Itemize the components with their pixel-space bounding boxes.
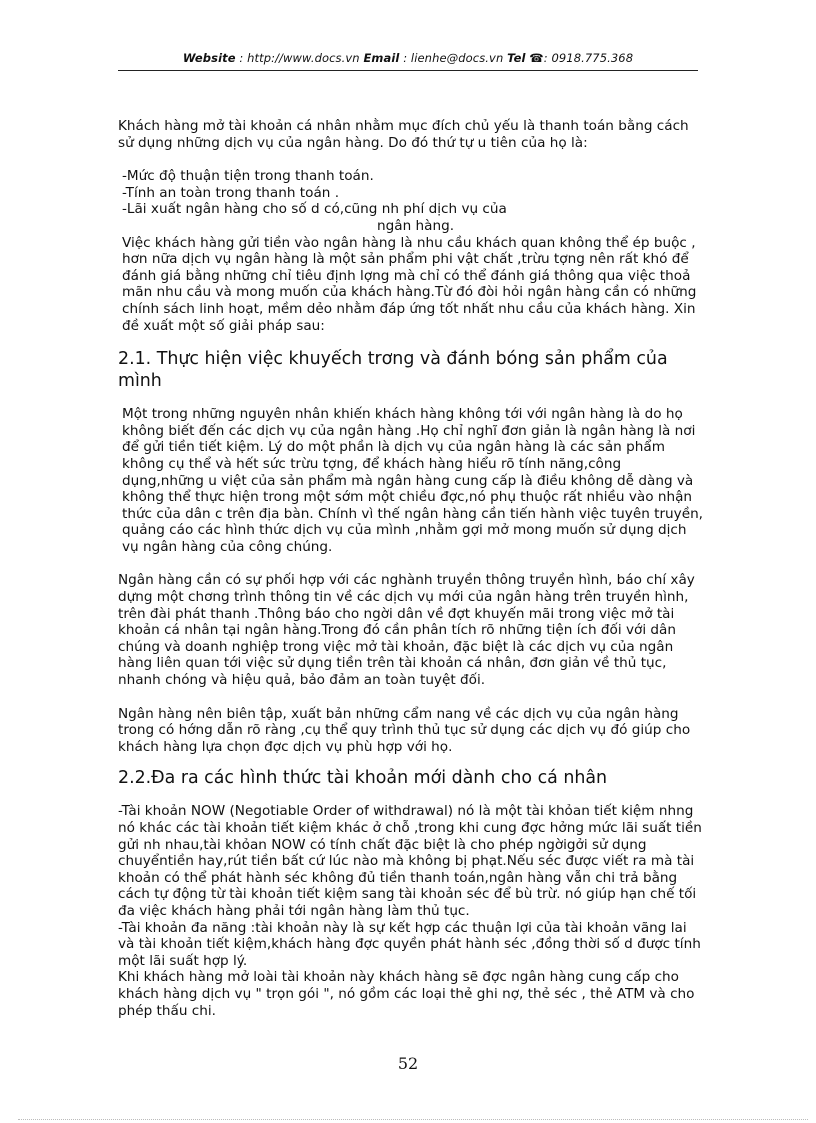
section-heading-2-1: 2.1. Thực hiện việc khuyếch trơng và đánh bóng sản phẩm của mình: [118, 349, 668, 392]
paragraph-media-coordination: Ngân hàng cần có sự phối hợp với các nghành truyền thông truyền hình, báo chí xây dựng một chơng trình thông tin về các dịch vụ mới của ngân hàng trên truyền hình, trên đài phát thanh .Thông báo cho ngời dân về đợt khuyến mãi trong việc mở tài khoản cá nhân tại ngân hàng.Trong đó cần phân tích rõ những tiện ích đối với dân chúng và doanh nghiệp trong việc mở tài khoản, đặc biệt là các dịch vụ của ngân hàng liên quan tới việc sử dụng tiền trên tài khoản cá nhân, đơn giản về thủ tục, nhanh chóng và hiệu quả, bảo đảm an toàn tuyệt đối.: [118, 572, 695, 689]
paragraph-multi-account: -Tài khoản đa năng :tài khoản này là sự kết hợp các thuận lợi của tài khoản vãng lai và tài khoản tiết kiệm,khách hàng đợc quyền phát hành séc ,đồng thời số d được tính một lãi suất hợp lý.: [118, 919, 701, 969]
section-heading-2-2: 2.2.Đa ra các hình thức tài khoản mới dành cho cá nhân: [118, 768, 608, 789]
paragraph-promotion-reason: Một trong những nguyên nhân khiến khách hàng không tới với ngân hàng là do họ không biết đến các dịch vụ của ngân hàng .Họ chỉ nghĩ đơn giản là ngân hàng là nơi để gửi tiền tiết kiệm. Lý do một phần là dịch vụ của ngân hàng là các sản phẩm không cụ thể và hết sức trừu tợng, để khách hàng hiểu rõ tính năng,công dụng,những u việt của sản phẩm mà ngân hàng cung cấp là điều không dễ dàng và không thể thực hiện trong một sớm một chiều đợc,nó phụ thuộc rất nhiều vào nhận thức của dân c trên địa bàn. Chính vì thế ngân hàng cần tiến hành việc tuyên truyền, quảng cáo các hình thức dịch vụ của mình ,nhằm gợi mở mong muốn sử dụng dịch vụ ngân hàng của công chúng.: [122, 406, 704, 555]
header-rule: [118, 70, 698, 71]
phone-icon: ☎: [529, 51, 544, 65]
list-item-interest-cont: ngân hàng.: [377, 217, 455, 234]
paragraph-customer-needs: Việc khách hàng gửi tiền vào ngân hàng là nhu cầu khách quan không thể ép buộc , hơn nữa dịch vụ ngân hàng là một sản phẩm phi vật chất ,trừu tợng nên rất khó để đánh giá bằng những chỉ tiêu định lợng mà chỉ có thể đánh giá thông qua việc thoả mãn nhu cầu và mong muốn của khách hàng.Từ đó đòi hỏi ngân hàng cần có những chính sách linh hoạt, mềm dẻo nhằm đáp ứng tốt nhất nhu cầu của khách hàng. Xin đề xuất một số giải pháp sau:: [122, 234, 697, 334]
page-content: [118, 118, 703, 1019]
paragraph-intro: Khách hàng mở tài khoản cá nhân nhằm mục đích chủ yếu là thanh toán bằng cách sử dụng những dịch vụ của ngân hàng. Do đó thứ tự u tiên của họ là:: [118, 118, 689, 151]
tel-value: : 0918.775.368: [543, 51, 634, 65]
paragraph-package-service: Khi khách hàng mở loài tài khoản này khách hàng sẽ đợc ngân hàng cung cấp cho khách hàng dịch vụ " trọn gói ", nó gồm các loại thẻ ghi nợ, thẻ séc , thẻ ATM và cho phép thấu chi.: [118, 969, 695, 1019]
list-item-safety: -Tính an toàn trong thanh toán .: [122, 184, 340, 201]
paragraph-now-account: -Tài khoản NOW (Negotiable Order of withdrawal) nó là một tài khỏan tiết kiệm nhng nó khác các tài khoản tiết kiệm khác ở chỗ ,trong khi cung đợc hởng mức lãi suất tiền gửi nh nhau,tài khỏan NOW có tính chất đặc biệt là cho phép ngờigởi sử dụng chuyểntiền hay,rút tiền bất cứ lúc nào mà không bị phạt.Nếu séc được viết ra mà tài khoản có thể phát hành séc không đủ tiền thanh toán,ngân hàng vẫn chi trả bằng cách tự động từ tài khoản tiết kiệm sang tài khoản séc để bù trừ. nó giúp hạn chế tối đa việc khách hàng phải tới ngân hàng làm thủ tục.: [118, 803, 702, 919]
paragraph-handbook: Ngân hàng nên biên tập, xuất bản những cẩm nang về các dịch vụ của ngân hàng trong có hớng dẫn rõ ràng ,cụ thể quy trình thủ tục sử dụng các dịch vụ đó giúp cho khách hàng lựa chọn đợc dịch vụ phù hợp với họ.: [118, 705, 691, 755]
email-value[interactable]: : lienhe@docs.vn: [403, 51, 504, 65]
page-header: [0, 51, 816, 65]
list-item-interest: -Lãi xuất ngân hàng cho số d có,cũng nh phí dịch vụ của: [122, 201, 507, 218]
list-item-convenience: -Mức độ thuận tiện trong thanh toán.: [122, 168, 374, 185]
website-label: Website: [182, 51, 236, 65]
email-label: Email: [363, 51, 400, 65]
tel-label: Tel: [507, 51, 526, 65]
page-number: 52: [397, 1054, 419, 1073]
website-value[interactable]: : http://www.docs.vn: [239, 51, 360, 65]
bottom-dotted-line: [18, 1119, 808, 1120]
